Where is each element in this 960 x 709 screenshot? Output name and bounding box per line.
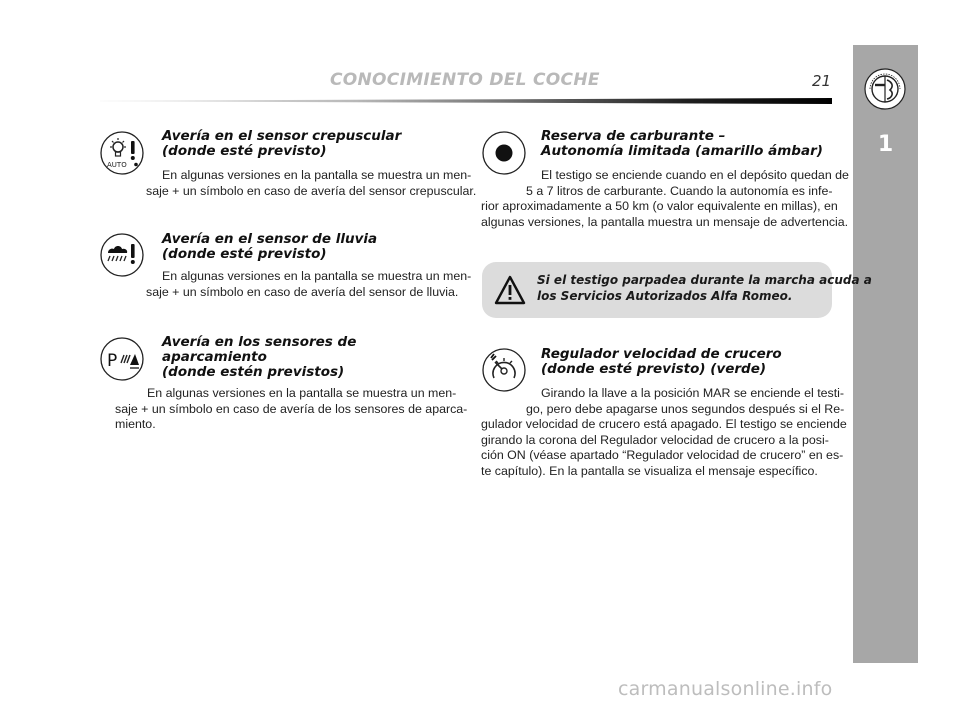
parking-sensor-body: En algunas versiones en la pantalla se muestra un men- saje + un símbolo en caso de avería de los sensores de aparca- miento.	[115, 386, 468, 431]
cruise-control-title: Regulador velocidad de crucero (donde esté previsto) (verde)	[541, 346, 782, 377]
fuel-reserve-title: Reserva de carburante – Autonomía limitada (amarillo ámbar)	[541, 128, 823, 159]
chapter-number: 1	[877, 132, 894, 157]
page-number: 21	[812, 72, 832, 90]
alfa-romeo-logo-icon	[864, 68, 906, 110]
parking-sensor-title: Avería en los sensores de aparcamiento (donde estén previstos)	[162, 334, 357, 380]
parking-p-label: P	[107, 351, 118, 371]
rain-sensor-title: Avería en el sensor de lluvia (donde esté previsto)	[162, 231, 378, 262]
fuel-reserve-body: El testigo se enciende cuando en el depósito quedan de 5 a 7 litros de carburante. Cuando la autonomía es infe- rior aproximadamente a 50 km (o valor equivalente en millas), en algunas versiones, la pantalla muestra un mensaje de advertencia.	[481, 168, 849, 229]
header-rule	[100, 98, 832, 104]
auto-label: AUTO	[107, 161, 127, 169]
twilight-sensor-body: En algunas versiones en la pantalla se muestra un men- saje + un símbolo en caso de avería del sensor crepuscular.	[146, 168, 477, 198]
rain-sensor-warning-icon	[100, 233, 144, 277]
watermark-text: carmanualsonline.info	[618, 678, 833, 700]
warning-text: Si el testigo parpadea durante la marcha acuda a los Servicios Autorizados Alfa Romeo.	[537, 273, 872, 303]
page-header-title: CONOCIMIENTO DEL COCHE	[330, 70, 600, 90]
parking-sensor-warning-icon	[100, 337, 144, 381]
rain-sensor-body: En algunas versiones en la pantalla se muestra un men- saje + un símbolo en caso de avería del sensor de lluvia.	[146, 269, 472, 299]
warning-triangle-icon	[494, 275, 526, 305]
cruise-control-body: Girando la llave a la posición MAR se enciende el testi- go, pero debe apagarse unos segundos después si el Re- gulador velocidad de crucero está apagado. El testigo se enciende girando la corona del Regulador velocidad de crucero a la posi- ción ON (véase apartado “Regulador velocidad de crucero” en es- te capítulo). En la pantalla se visualiza el mensaje específico.	[481, 386, 847, 478]
twilight-sensor-auto-warning-icon	[100, 131, 144, 175]
twilight-sensor-title: Avería en el sensor crepuscular (donde esté previsto)	[162, 128, 402, 159]
